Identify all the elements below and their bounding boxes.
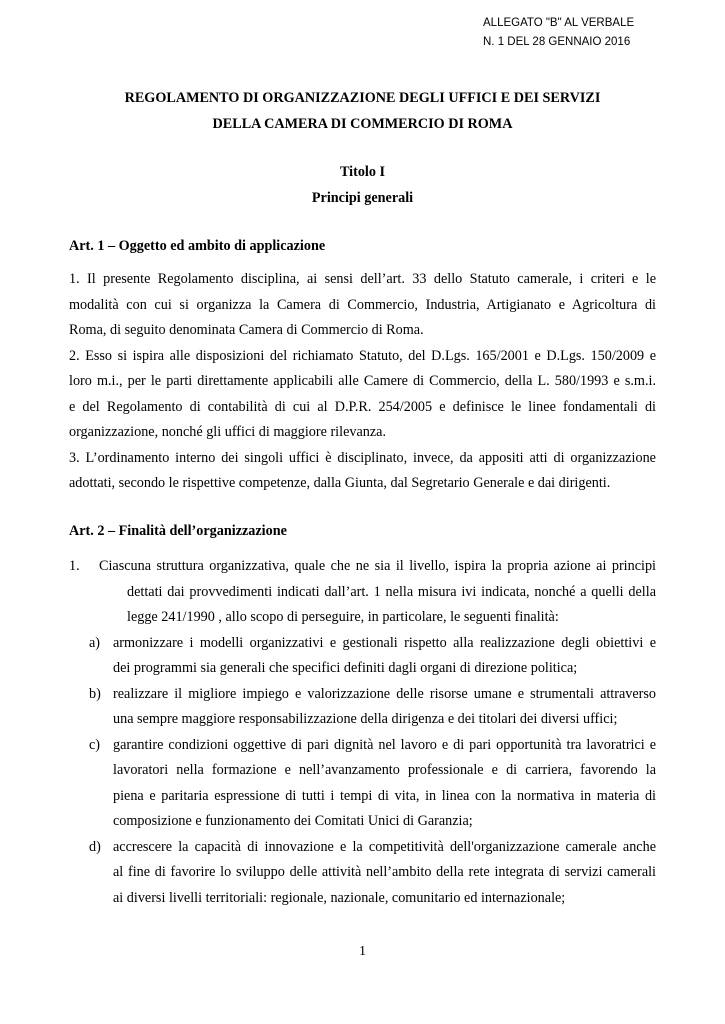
article-1-p2-line: loro m.i., per le parti direttamente applicabili alle Camere di Commercio, della L. 580/1993 e s.m.i. — [69, 373, 656, 389]
subitem-label: a) — [89, 634, 101, 651]
article-1-p1-line: modalità con cui si organizza la Camera di Commercio, Industria, Artigianato e Agricoltura di — [69, 296, 656, 313]
subitem-line: al fine di favorire lo sviluppo delle attività nell’ambito della rete integrata di servizi camerali — [113, 864, 656, 880]
attachment-header — [483, 14, 713, 52]
article-1-p2-line: 2. Esso si ispira alle disposizioni del richiamato Statuto, del D.Lgs. 165/2001 e D.Lgs. 150/2009 e — [69, 347, 656, 364]
item-line: Ciascuna struttura organizzativa, quale che ne sia il livello, ispira la propria azione ai principi — [99, 558, 656, 574]
section-title — [40, 159, 685, 211]
item-line: legge 241/1990 , allo scopo di perseguire, in particolare, le seguenti finalità: — [127, 609, 559, 625]
article-1-p2-line: organizzazione, nonché gli uffici di maggiore rilevanza. — [69, 424, 386, 440]
article-2-subitem-a — [69, 631, 656, 682]
article-1-p2-line: e del Regolamento di contabilità di cui al D.P.R. 254/2005 e definisce le linee fondamentali di — [69, 398, 656, 415]
article-1-p1-line: 1. Il presente Regolamento disciplina, ai sensi dell’art. 33 dello Statuto camerale, i criteri e le — [69, 271, 656, 287]
section-title-name: Principi generali — [311, 190, 414, 206]
section-title-number: Titolo I — [339, 164, 386, 180]
attachment-header-line1: ALLEGATO "B" AL VERBALE — [483, 17, 635, 29]
item-line: dettati dai provvedimenti indicati dall’art. 1 nella misura ivi indicata, nonché a quelli della — [127, 583, 656, 600]
article-2-heading: Art. 2 – Finalità dell’organizzazione — [69, 523, 287, 539]
subitem-line: ai diversi livelli territoriali: regionale, nazionale, comunitario ed internazionale; — [113, 889, 566, 906]
subitem-label: c) — [89, 736, 101, 753]
article-1-p1-line: Roma, di seguito denominata Camera di Commercio di Roma. — [69, 322, 424, 338]
subitem-line: armonizzare i modelli organizzativi e gestionali rispetto alla realizzazione degli obiettivi e — [113, 634, 656, 651]
subitem-label: b) — [89, 685, 101, 702]
subitem-label: d) — [89, 838, 101, 855]
item-number: 1. — [69, 558, 80, 574]
subitem-line: garantire condizioni oggettive di pari dignità nel lavoro e di pari opportunità tra lavoratrici e — [113, 736, 656, 753]
subitem-line: una sempre maggiore responsabilizzazione della dirigenza e dei titolari dei diversi uffici; — [113, 711, 618, 727]
article-1-heading: Art. 1 – Oggetto ed ambito di applicazione — [69, 238, 326, 254]
article-2-subitem-b — [69, 682, 656, 733]
document-title-line1: REGOLAMENTO DI ORGANIZZAZIONE DEGLI UFFICI E DEI SERVIZI — [124, 90, 601, 106]
article-2-subitem-d — [69, 835, 656, 912]
article-2-subitem-c — [69, 733, 656, 835]
document-title — [40, 85, 685, 137]
article-1-p3-line: 3. L’ordinamento interno dei singoli uffici è disciplinato, invece, da appositi atti di organizzazione — [69, 449, 656, 466]
subitem-line: dei programmi sia generali che specifici definiti dagli organi di direzione politica; — [113, 660, 578, 676]
subitem-line: accrescere la capacità di innovazione e la competitività dell'organizzazione camerale anche — [113, 838, 656, 855]
subitem-line: realizzare il migliore impiego e valorizzazione delle risorse umane e strumentali attraverso — [113, 685, 656, 702]
article-1-body — [69, 267, 656, 497]
article-2-body — [69, 554, 656, 911]
subitem-line: piena e paritaria espressione di tutti i tempi di vita, in linea con la normativa in materia di — [113, 787, 656, 804]
subitem-line: composizione e funzionamento dei Comitati Unici di Garanzia; — [113, 813, 473, 829]
page-number: 1 — [359, 944, 366, 959]
document-title-line2: DELLA CAMERA DI COMMERCIO DI ROMA — [212, 116, 513, 132]
article-2-item-1 — [69, 554, 656, 631]
attachment-header-line2: N. 1 DEL 28 GENNAIO 2016 — [483, 36, 631, 48]
article-1-p3-line: adottati, secondo le rispettive competenze, dalla Giunta, dal Segretario Generale e dai dirigenti. — [69, 475, 611, 491]
subitem-line: lavoratori nella formazione e nell’avanzamento professionale e di carriera, favorendo la — [113, 762, 656, 778]
